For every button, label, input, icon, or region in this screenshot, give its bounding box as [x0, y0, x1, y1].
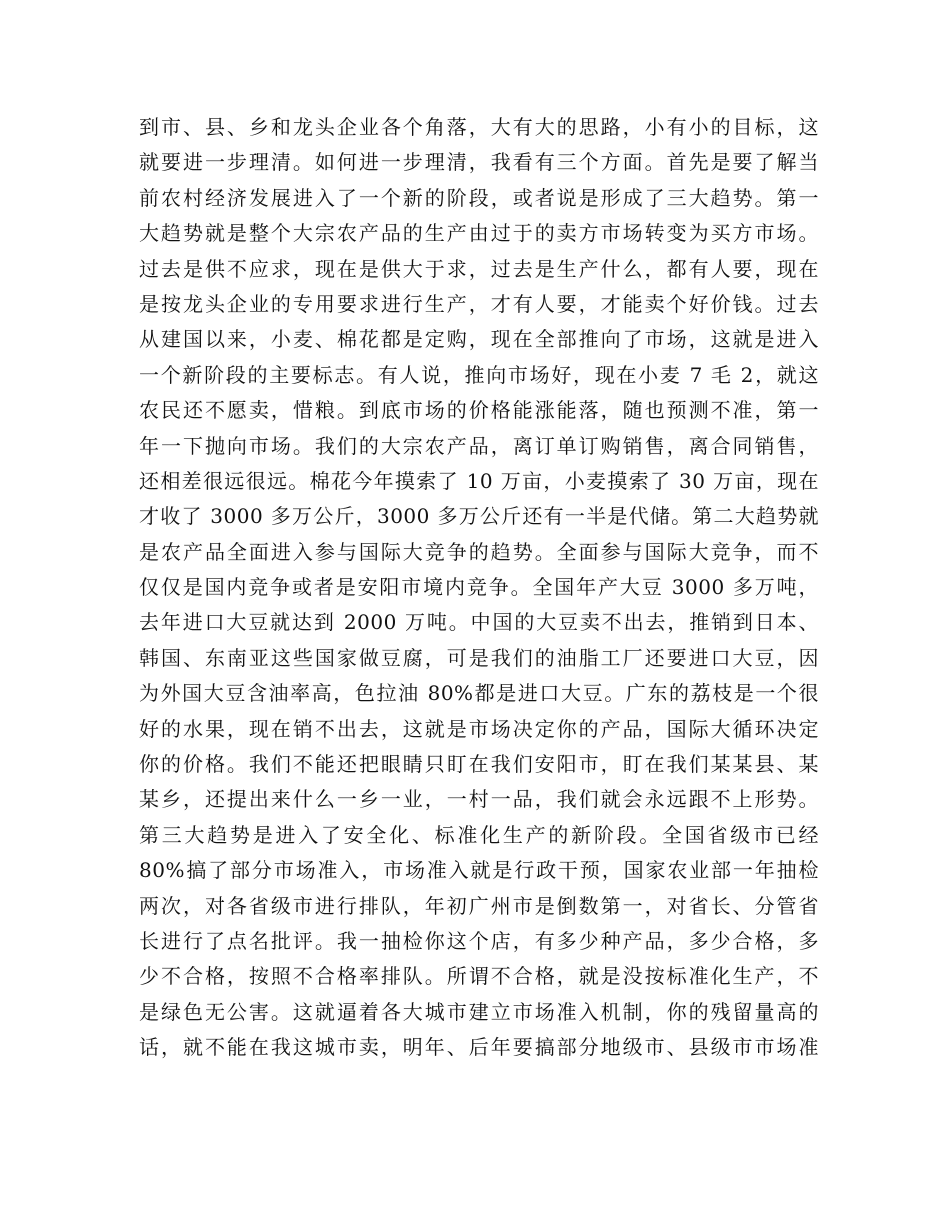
text-line: 是绿色无公害。这就逼着各大城市建立市场准入机制，你的残留量高的 [139, 999, 819, 1024]
text-line: 是农产品全面进入参与国际大竞争的趋势。全面参与国际大竞争，而不 [139, 539, 819, 564]
text-line: 80%搞了部分市场准入，市场准入就是行政干预，国家农业部一年抽检 [139, 858, 819, 883]
text-line: 你的价格。我们不能还把眼睛只盯在我们安阳市，盯在我们某某县、某 [139, 752, 819, 777]
text-line: 是按龙头企业的专用要求进行生产，才有人要，才能卖个好价钱。过去 [139, 291, 819, 316]
text-line: 两次，对各省级市进行排队，年初广州市是倒数第一，对省长、分管省 [139, 893, 819, 918]
text-line: 长进行了点名批评。我一抽检你这个店，有多少种产品，多少合格，多 [139, 928, 819, 953]
text-line: 过去是供不应求，现在是供大于求，过去是生产什么，都有人要，现在 [139, 256, 819, 281]
text-line: 韩国、东南亚这些国家做豆腐，可是我们的油脂工厂还要进口大豆，因 [139, 645, 819, 670]
text-line: 大趋势就是整个大宗农产品的生产由过于的卖方市场转变为买方市场。 [139, 221, 819, 246]
text-line: 少不合格，按照不合格率排队。所谓不合格，就是没按标准化生产，不 [139, 964, 819, 989]
text-line: 农民还不愿卖，惜粮。到底市场的价格能涨能落，随也预测不准，第一 [139, 398, 819, 423]
text-line: 去年进口大豆就达到 2000 万吨。中国的大豆卖不出去，推销到日本、 [139, 610, 819, 635]
text-line: 从建国以来，小麦、棉花都是定购，现在全部推向了市场，这就是进入 [139, 327, 819, 352]
text-line: 才收了 3000 多万公斤，3000 多万公斤还有一半是代储。第二大趋势就 [139, 504, 819, 529]
text-line: 年一下抛向市场。我们的大宗农产品，离订单订购销售，离合同销售， [139, 433, 819, 458]
text-line: 某乡，还提出来什么一乡一业，一村一品，我们就会永远跟不上形势。 [139, 787, 819, 812]
text-line: 为外国大豆含油率高，色拉油 80%都是进口大豆。广东的荔枝是一个很 [139, 681, 819, 706]
text-line: 话，就不能在我这城市卖，明年、后年要搞部分地级市、县级市市场准 [139, 1035, 819, 1060]
text-line: 第三大趋势是进入了安全化、标准化生产的新阶段。全国省级市已经 [139, 822, 819, 847]
text-line: 一个新阶段的主要标志。有人说，推向市场好，现在小麦 7 毛 2，就这 [139, 362, 819, 387]
text-line: 还相差很远很远。棉花今年摸索了 10 万亩，小麦摸索了 30 万亩，现在 [139, 468, 819, 493]
text-line: 前农村经济发展进入了一个新的阶段，或者说是形成了三大趋势。第一 [139, 185, 819, 210]
text-line: 就要进一步理清。如何进一步理清，我看有三个方面。首先是要了解当 [139, 150, 819, 175]
text-line: 仅仅是国内竞争或者是安阳市境内竞争。全国年产大豆 3000 多万吨， [139, 575, 819, 600]
text-line: 好的水果，现在销不出去，这就是市场决定你的产品，国际大循环决定 [139, 716, 819, 741]
text-line: 到市、县、乡和龙头企业各个角落，大有大的思路，小有小的目标，这 [139, 115, 819, 139]
body-text [139, 110, 819, 1066]
